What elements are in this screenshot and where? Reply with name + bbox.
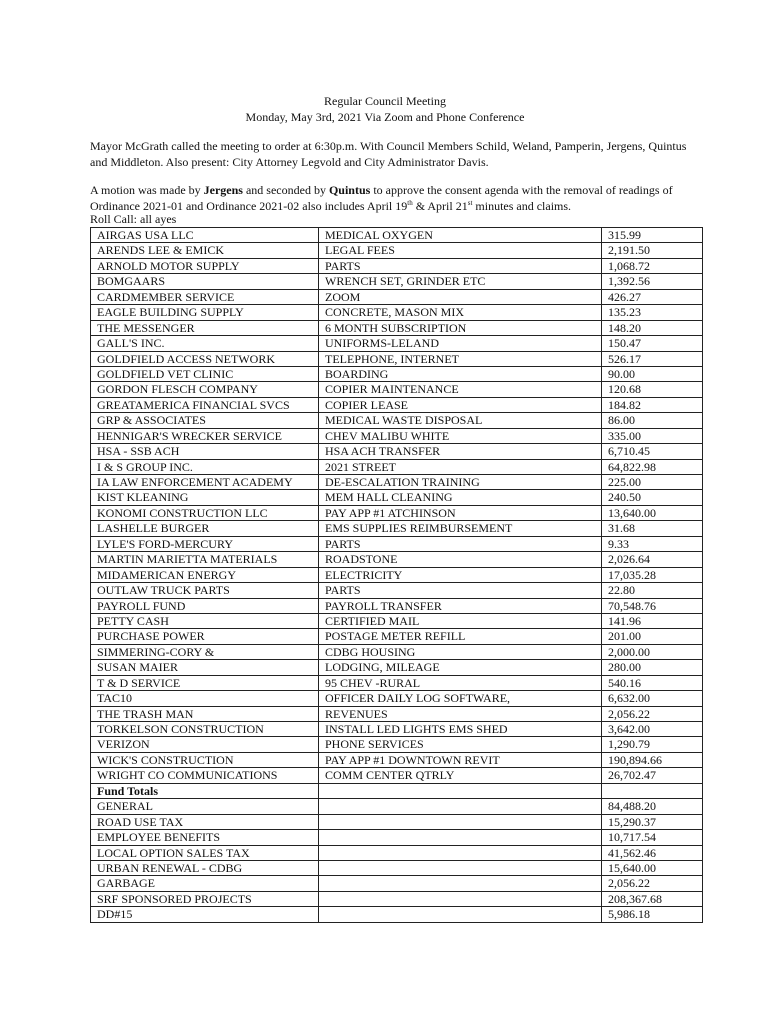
amount-cell: 90.00: [602, 366, 703, 381]
table-row: [91, 536, 703, 551]
empty-cell: [319, 799, 602, 814]
vendor-cell: VERIZON: [91, 737, 319, 752]
vendor-cell: I & S GROUP INC.: [91, 459, 319, 474]
vendor-cell: GRP & ASSOCIATES: [91, 413, 319, 428]
empty-cell: [319, 845, 602, 860]
motion-mover: Jergens: [203, 183, 243, 197]
table-row: [91, 258, 703, 273]
vendor-cell: GOLDFIELD ACCESS NETWORK: [91, 351, 319, 366]
table-row: [91, 490, 703, 505]
description-cell: EMS SUPPLIES REIMBURSEMENT: [319, 521, 602, 536]
fund-totals-label: Fund Totals: [91, 783, 319, 798]
fund-amount-cell: 5,986.18: [602, 907, 703, 922]
table-row: [91, 397, 703, 412]
table-row: [91, 274, 703, 289]
description-cell: HSA ACH TRANSFER: [319, 444, 602, 459]
fund-name-cell: ROAD USE TAX: [91, 814, 319, 829]
vendor-cell: ARNOLD MOTOR SUPPLY: [91, 258, 319, 273]
table-row: [91, 629, 703, 644]
description-cell: CHEV MALIBU WHITE: [319, 428, 602, 443]
vendor-cell: SUSAN MAIER: [91, 660, 319, 675]
description-cell: COMM CENTER QTRLY: [319, 768, 602, 783]
fund-total-row: [91, 891, 703, 906]
amount-cell: 540.16: [602, 675, 703, 690]
description-cell: ELECTRICITY: [319, 567, 602, 582]
vendor-cell: HENNIGAR'S WRECKER SERVICE: [91, 428, 319, 443]
amount-cell: 1,392.56: [602, 274, 703, 289]
table-row: [91, 567, 703, 582]
description-cell: INSTALL LED LIGHTS EMS SHED: [319, 722, 602, 737]
vendor-cell: LASHELLE BURGER: [91, 521, 319, 536]
description-cell: ZOOM: [319, 289, 602, 304]
vendor-cell: PETTY CASH: [91, 613, 319, 628]
description-cell: PAY APP #1 DOWNTOWN REVIT: [319, 752, 602, 767]
table-row: [91, 228, 703, 243]
amount-cell: 240.50: [602, 490, 703, 505]
meeting-date: Monday, May 3rd, 2021 Via Zoom and Phone Conference: [245, 110, 525, 124]
fund-amount-cell: 15,640.00: [602, 860, 703, 875]
fund-total-row: [91, 845, 703, 860]
table-row: [91, 428, 703, 443]
vendor-cell: SIMMERING-CORY &: [91, 644, 319, 659]
vendor-cell: MARTIN MARIETTA MATERIALS: [91, 552, 319, 567]
description-cell: ROADSTONE: [319, 552, 602, 567]
motion-paragraph: [90, 183, 690, 214]
fund-total-row: [91, 814, 703, 829]
table-row: [91, 366, 703, 381]
amount-cell: 26,702.47: [602, 768, 703, 783]
amount-cell: 280.00: [602, 660, 703, 675]
vendor-cell: LYLE'S FORD-MERCURY: [91, 536, 319, 551]
table-row: [91, 336, 703, 351]
table-row: [91, 598, 703, 613]
description-cell: PAYROLL TRANSFER: [319, 598, 602, 613]
fund-total-row: [91, 799, 703, 814]
amount-cell: 315.99: [602, 228, 703, 243]
vendor-cell: T & D SERVICE: [91, 675, 319, 690]
amount-cell: 2,056.22: [602, 706, 703, 721]
amount-cell: 2,026.64: [602, 552, 703, 567]
table-row: [91, 505, 703, 520]
description-cell: TELEPHONE, INTERNET: [319, 351, 602, 366]
table-row: [91, 552, 703, 567]
table-row: [91, 691, 703, 706]
description-cell: MEDICAL OXYGEN: [319, 228, 602, 243]
vendor-cell: THE MESSENGER: [91, 320, 319, 335]
vendor-cell: GORDON FLESCH COMPANY: [91, 382, 319, 397]
vendor-cell: HSA - SSB ACH: [91, 444, 319, 459]
vendor-cell: PURCHASE POWER: [91, 629, 319, 644]
fund-name-cell: GENERAL: [91, 799, 319, 814]
roll-call: Roll Call: all ayes: [90, 212, 177, 226]
motion-text: to approve the consent agenda with the removal of readings of Ordinance 2021-01 and Ordinance 2021-02 also includes April 19: [90, 183, 673, 213]
amount-cell: 225.00: [602, 475, 703, 490]
vendor-cell: TAC10: [91, 691, 319, 706]
description-cell: MEDICAL WASTE DISPOSAL: [319, 413, 602, 428]
table-row: [91, 706, 703, 721]
table-row: [91, 289, 703, 304]
description-cell: BOARDING: [319, 366, 602, 381]
table-row: [91, 660, 703, 675]
claims-table: [90, 227, 703, 923]
description-cell: 6 MONTH SUBSCRIPTION: [319, 320, 602, 335]
motion-text: & April 21: [412, 198, 468, 213]
description-cell: PARTS: [319, 583, 602, 598]
vendor-cell: OUTLAW TRUCK PARTS: [91, 583, 319, 598]
amount-cell: 141.96: [602, 613, 703, 628]
amount-cell: 13,640.00: [602, 505, 703, 520]
vendor-cell: KIST KLEANING: [91, 490, 319, 505]
vendor-cell: TORKELSON CONSTRUCTION: [91, 722, 319, 737]
amount-cell: 70,548.76: [602, 598, 703, 613]
amount-cell: 184.82: [602, 397, 703, 412]
fund-amount-cell: 84,488.20: [602, 799, 703, 814]
vendor-cell: AIRGAS USA LLC: [91, 228, 319, 243]
amount-cell: 1,290.79: [602, 737, 703, 752]
vendor-cell: IA LAW ENFORCEMENT ACADEMY: [91, 475, 319, 490]
amount-cell: 17,035.28: [602, 567, 703, 582]
fund-amount-cell: 41,562.46: [602, 845, 703, 860]
description-cell: LEGAL FEES: [319, 243, 602, 258]
description-cell: 95 CHEV -RURAL: [319, 675, 602, 690]
amount-cell: 526.17: [602, 351, 703, 366]
empty-cell: [319, 860, 602, 875]
table-row: [91, 320, 703, 335]
description-cell: REVENUES: [319, 706, 602, 721]
empty-cell: [602, 783, 703, 798]
empty-cell: [319, 783, 602, 798]
table-row: [91, 459, 703, 474]
fund-amount-cell: 10,717.54: [602, 830, 703, 845]
table-row: [91, 243, 703, 258]
motion-text: and seconded by: [242, 183, 329, 197]
amount-cell: 148.20: [602, 320, 703, 335]
fund-total-row: [91, 830, 703, 845]
empty-cell: [319, 814, 602, 829]
amount-cell: 1,068.72: [602, 258, 703, 273]
description-cell: PAY APP #1 ATCHINSON: [319, 505, 602, 520]
description-cell: PARTS: [319, 258, 602, 273]
description-cell: CERTIFIED MAIL: [319, 613, 602, 628]
table-row: [91, 382, 703, 397]
fund-name-cell: DD#15: [91, 907, 319, 922]
vendor-cell: GOLDFIELD VET CLINIC: [91, 366, 319, 381]
amount-cell: 190,894.66: [602, 752, 703, 767]
vendor-cell: EAGLE BUILDING SUPPLY: [91, 305, 319, 320]
fund-name-cell: SRF SPONSORED PROJECTS: [91, 891, 319, 906]
amount-cell: 201.00: [602, 629, 703, 644]
empty-cell: [319, 891, 602, 906]
fund-name-cell: GARBAGE: [91, 876, 319, 891]
description-cell: CDBG HOUSING: [319, 644, 602, 659]
fund-amount-cell: 2,056.22: [602, 876, 703, 891]
fund-name-cell: EMPLOYEE BENEFITS: [91, 830, 319, 845]
table-row: [91, 351, 703, 366]
fund-total-row: [91, 876, 703, 891]
description-cell: UNIFORMS-LELAND: [319, 336, 602, 351]
fund-name-cell: URBAN RENEWAL - CDBG: [91, 860, 319, 875]
vendor-cell: GREATAMERICA FINANCIAL SVCS: [91, 397, 319, 412]
table-row: [91, 413, 703, 428]
table-row: [91, 475, 703, 490]
motion-seconder: Quintus: [328, 183, 371, 197]
fund-name-cell: LOCAL OPTION SALES TAX: [91, 845, 319, 860]
table-row: [91, 722, 703, 737]
amount-cell: 86.00: [602, 413, 703, 428]
amount-cell: 2,000.00: [602, 644, 703, 659]
fund-total-row: [91, 860, 703, 875]
table-row: [91, 768, 703, 783]
fund-totals-header-row: [91, 783, 703, 798]
amount-cell: 22.80: [602, 583, 703, 598]
fund-amount-cell: 208,367.68: [602, 891, 703, 906]
amount-cell: 31.68: [602, 521, 703, 536]
empty-cell: [319, 830, 602, 845]
vendor-cell: MIDAMERICAN ENERGY: [91, 567, 319, 582]
ordinal-suffix: st: [467, 198, 473, 207]
empty-cell: [319, 876, 602, 891]
table-row: [91, 305, 703, 320]
ordinal-suffix: th: [407, 198, 413, 207]
vendor-cell: THE TRASH MAN: [91, 706, 319, 721]
description-cell: COPIER MAINTENANCE: [319, 382, 602, 397]
vendor-cell: KONOMI CONSTRUCTION LLC: [91, 505, 319, 520]
table-row: [91, 737, 703, 752]
vendor-cell: ARENDS LEE & EMICK: [91, 243, 319, 258]
amount-cell: 426.27: [602, 289, 703, 304]
claims-table-body: [91, 228, 703, 923]
description-cell: DE-ESCALATION TRAINING: [319, 475, 602, 490]
amount-cell: 3,642.00: [602, 722, 703, 737]
amount-cell: 2,191.50: [602, 243, 703, 258]
description-cell: 2021 STREET: [319, 459, 602, 474]
vendor-cell: BOMGAARS: [91, 274, 319, 289]
amount-cell: 6,710.45: [602, 444, 703, 459]
amount-cell: 6,632.00: [602, 691, 703, 706]
amount-cell: 64,822.98: [602, 459, 703, 474]
table-row: [91, 444, 703, 459]
table-row: [91, 613, 703, 628]
amount-cell: 120.68: [602, 382, 703, 397]
amount-cell: 335.00: [602, 428, 703, 443]
vendor-cell: WRIGHT CO COMMUNICATIONS: [91, 768, 319, 783]
vendor-cell: GALL'S INC.: [91, 336, 319, 351]
meeting-title: Regular Council Meeting: [324, 94, 446, 108]
table-row: [91, 583, 703, 598]
vendor-cell: CARDMEMBER SERVICE: [91, 289, 319, 304]
fund-amount-cell: 15,290.37: [602, 814, 703, 829]
vendor-cell: PAYROLL FUND: [91, 598, 319, 613]
table-row: [91, 644, 703, 659]
amount-cell: 150.47: [602, 336, 703, 351]
table-row: [91, 675, 703, 690]
description-cell: PHONE SERVICES: [319, 737, 602, 752]
amount-cell: 9.33: [602, 536, 703, 551]
description-cell: COPIER LEASE: [319, 397, 602, 412]
motion-text: A motion was made by: [90, 183, 204, 197]
description-cell: PARTS: [319, 536, 602, 551]
empty-cell: [319, 907, 602, 922]
description-cell: MEM HALL CLEANING: [319, 490, 602, 505]
fund-total-row: [91, 907, 703, 922]
table-row: [91, 521, 703, 536]
amount-cell: 135.23: [602, 305, 703, 320]
description-cell: POSTAGE METER REFILL: [319, 629, 602, 644]
description-cell: LODGING, MILEAGE: [319, 660, 602, 675]
description-cell: WRENCH SET, GRINDER ETC: [319, 274, 602, 289]
call-to-order-paragraph: Mayor McGrath called the meeting to order at 6:30p.m. With Council Members Schild, Weland, Pamperin, Jergens, Quintus and Middleton. Also present: City Attorney Legvold and City Administrator Davis.: [90, 139, 687, 169]
table-row: [91, 752, 703, 767]
description-cell: CONCRETE, MASON MIX: [319, 305, 602, 320]
vendor-cell: WICK'S CONSTRUCTION: [91, 752, 319, 767]
description-cell: OFFICER DAILY LOG SOFTWARE,: [319, 691, 602, 706]
motion-text: minutes and claims.: [472, 198, 572, 213]
